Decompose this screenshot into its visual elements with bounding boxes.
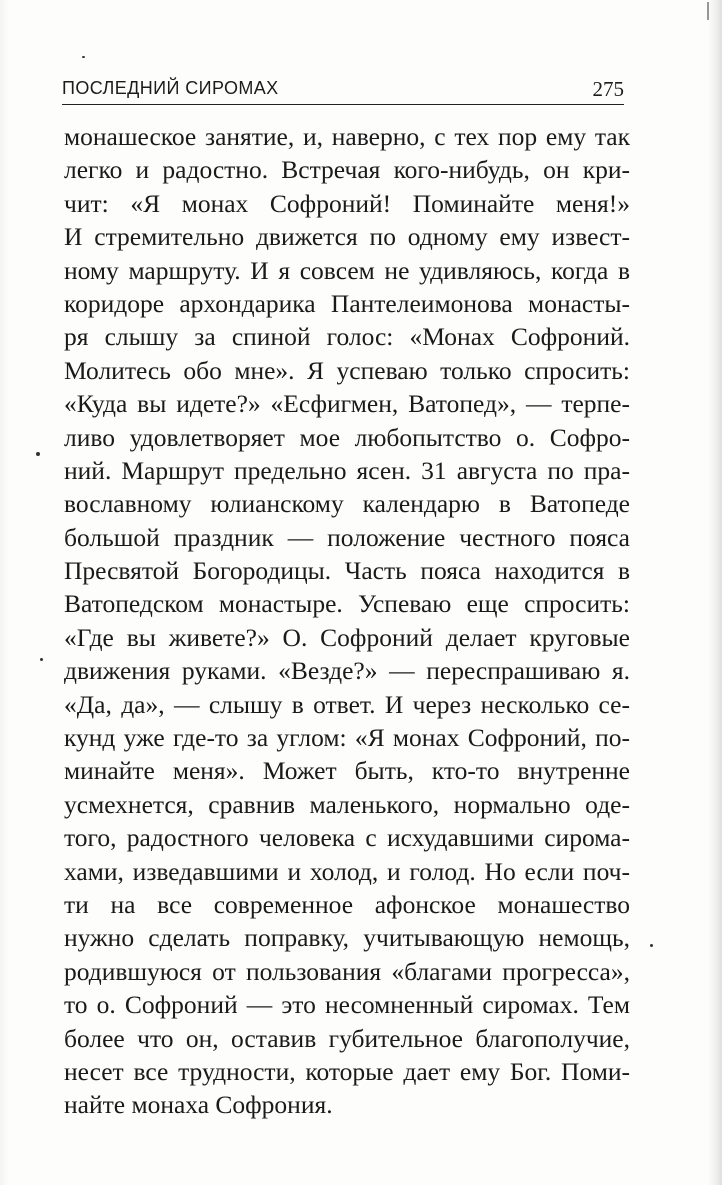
scan-shadow-left — [0, 0, 8, 1185]
text-line: то о. Софроний — это несомненный сиромах. Тем — [64, 990, 630, 1020]
text-line-last: найте монаха Софрония. — [64, 1090, 333, 1120]
text-line: ливо удовлетворяет мое любопытство о. Софро- — [64, 422, 630, 452]
text-line: монашеское занятие, и, наверно, с тех пор ему так — [64, 122, 630, 151]
text-line: движения руками. «Везде?» — переспрашиваю я. — [64, 656, 630, 686]
page-number: 275 — [592, 77, 624, 101]
text-line: родившуюся от пользования «благами прогресса», — [64, 956, 630, 986]
text-line: вославному юлианскому календарю в Ватопеде — [64, 489, 630, 519]
text-line: «Где вы живете?» О. Софроний делает круговые — [64, 622, 630, 652]
header-rule — [62, 104, 624, 105]
body-text — [64, 120, 630, 1122]
text-line: хами, изведавшими и холод, и голод. Но если поч- — [64, 856, 630, 886]
text-line: более что он, оставив губительное благополучие, — [64, 1023, 630, 1053]
text-line: ний. Маршрут предельно ясен. 31 августа по пра- — [64, 455, 630, 485]
text-line: Молитесь обо мне». Я успеваю только спросить: — [64, 355, 630, 385]
text-line: ти на все современное афонское монашество — [64, 889, 630, 919]
text-line: «Да, да», — слышу в ответ. И через несколько се- — [64, 689, 630, 719]
text-line: кунд уже где-то за углом: «Я монах Софроний, по- — [64, 723, 630, 753]
scan-speck — [82, 56, 85, 58]
text-line: легко и радостно. Встречая кого-нибудь, он кри- — [64, 155, 630, 185]
text-line: Пресвятой Богородицы. Часть пояса находится в — [64, 556, 630, 586]
scan-speck — [650, 944, 653, 947]
text-line: «Куда вы идете?» «Есфигмен, Ватопед», — терпе- — [64, 389, 630, 419]
text-line: И стремительно движется по одному ему извест- — [64, 222, 630, 252]
text-line: того, радостного человека с исхудавшими сирома- — [64, 823, 630, 853]
text-line: Ватопедском монастыре. Успеваю еще спросить: — [64, 589, 630, 619]
text-line: ному маршруту. И я совсем не удивляюсь, когда в — [64, 255, 630, 285]
text-line: усмехнется, сравнив маленького, нормально оде- — [64, 789, 630, 819]
text-line: минайте меня». Может быть, кто-то внутренне — [64, 756, 630, 786]
text-line: чит: «Я монах Софроний! Поминайте меня!» — [64, 188, 630, 218]
text-line: ря слышу за спиной голос: «Монах Софроний. — [64, 322, 630, 352]
text-line: несет все трудности, которые дает ему Бог. Поми- — [64, 1056, 630, 1086]
scan-shadow-right — [708, 0, 722, 1185]
scan-mark — [707, 2, 719, 20]
scan-speck — [36, 452, 40, 456]
text-line: большой праздник — положение честного пояса — [64, 522, 630, 552]
text-line: нужно сделать поправку, учитывающую немощь, — [64, 923, 630, 953]
page-header — [62, 78, 624, 104]
running-head: ПОСЛЕДНИЙ СИРОМАХ — [62, 78, 279, 98]
scan-speck — [40, 658, 43, 661]
text-line: коридоре архондарика Пантелеимонова монасты- — [64, 288, 630, 318]
